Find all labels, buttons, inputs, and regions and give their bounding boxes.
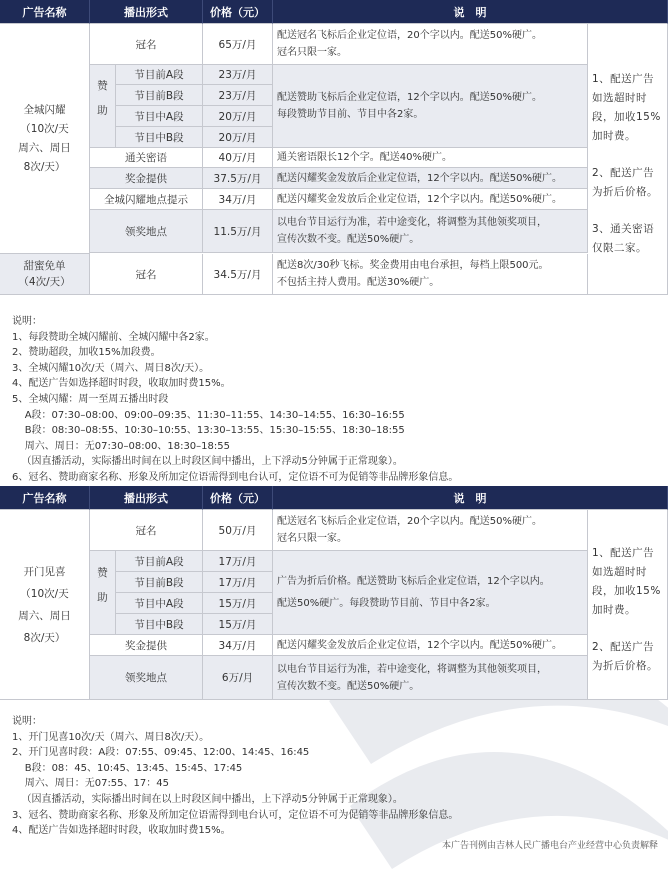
notes-section-2 (12, 714, 458, 839)
note-guanming: 配送冠名飞标后企业定位语，20个字以内。配送50%硬广。 冠名只限一家。 (273, 24, 588, 65)
price-guanming: 50万/月 (203, 510, 273, 551)
sponsor-item-form: 节目中A段 (116, 106, 203, 127)
note-line: B段：08:30–08:55、10:30–10:55、13:30–13:55、15:30–15:55、18:30–18:55 (12, 425, 405, 437)
header-ad-name: 广告名称 (0, 486, 90, 510)
note-line: 4、配送广告如选择超时时段，收取加时费15%。 (12, 825, 231, 837)
sponsor-label: 赞助 (90, 551, 116, 635)
sponsor-item-price: 23万/月 (203, 85, 273, 106)
sponsor-item-form: 节目前B段 (116, 572, 203, 593)
notes-title: 说明： (12, 316, 42, 327)
sponsor-item-price: 20万/月 (203, 127, 273, 148)
price-lingjiang: 11.5万/月 (203, 210, 273, 253)
note-line: 3、全城闪耀10次/天（周六、周日8次/天）。 (12, 362, 210, 374)
note-jiangjin: 配送闪耀奖金发放后企业定位语，12个字以内。配送50%硬广。 (273, 635, 588, 656)
sponsor-item-price: 20万/月 (203, 106, 273, 127)
pricing-table-quancheng (0, 0, 668, 295)
side-notes: 1、配送广告如选超时时段，加收15%加时费。 2、配送广告为折后价格。 (588, 510, 668, 700)
program-name-tianmi: 甜蜜免单 （4次/天） (0, 254, 90, 295)
note-line: B段：08：45、10:45、13:45、15:45、17:45 (12, 762, 243, 774)
header-ad-name: 广告名称 (0, 0, 90, 24)
note-tongguan: 通关密语限长12个字。配送40%硬广。 (273, 148, 588, 168)
price-guanming: 65万/月 (203, 24, 273, 65)
sponsor-item-form: 节目前B段 (116, 85, 203, 106)
note-line: 2、赞助超段，加收15%加段费。 (12, 347, 161, 359)
note-guanming: 配送冠名飞标后企业定位语，20个字以内。配送50%硬广。 冠名只限一家。 (273, 510, 588, 551)
price-lingjiang: 6万/月 (203, 656, 273, 700)
note-line: 周六、周日：无07:55、17：45 (12, 778, 169, 790)
header-form: 播出形式 (90, 486, 203, 510)
note-line: 5、全城闪耀：周一至周五播出时段 (12, 393, 169, 405)
sponsor-item-form: 节目中A段 (116, 593, 203, 614)
note-lingjiang: 以电台节目运行为准，若中途变化，将调整为其他领奖项目， 宣传次数不变。配送50%硬广。 (273, 210, 588, 253)
price-jiangjin: 37.5万/月 (203, 168, 273, 189)
form-lingjiang: 领奖地点 (90, 210, 203, 253)
header-form: 播出形式 (90, 0, 203, 24)
note-sponsor: 配送赞助飞标后企业定位语，12个字以内。配送50%硬广。 每段赞助节目前、节目中各2家。 (273, 65, 588, 148)
program-name-quancheng: 全城闪耀 （10次/天 周六、周日 8次/天） (0, 24, 90, 254)
note-lingjiang: 以电台节目运行为准，若中途变化，将调整为其他领奖项目， 宣传次数不变。配送50%硬广。 (273, 656, 588, 700)
notes-section-1 (12, 314, 458, 486)
price-jiangjin: 34万/月 (203, 635, 273, 656)
note-line: （因直播活动，实际播出时间在以上时段区间中播出，上下浮动5分钟属于正常现象）。 (12, 793, 403, 805)
sponsor-item-form: 节目中B段 (116, 127, 203, 148)
note-tianmi: 配送8次/30秒飞标。奖金费用由电台承担，每档上限500元。 不包括主持人费用。配送30%硬广。 (273, 254, 588, 295)
footer-disclaimer: 本广告刊例由吉林人民广播电台产业经营中心负责解释 (441, 841, 658, 851)
sponsor-item-form: 节目前A段 (116, 65, 203, 85)
note-line: 4、配送广告如选择超时时段，收取加时费15%。 (12, 378, 231, 390)
sponsor-item-price: 15万/月 (203, 593, 273, 614)
sponsor-item-price: 17万/月 (203, 551, 273, 572)
note-line: 1、每段赞助全城闪耀前、全城闪耀中各2家。 (12, 331, 215, 343)
form-guanming: 冠名 (90, 510, 203, 551)
header-description: 说 明 (273, 0, 668, 24)
form-guanming: 冠名 (90, 24, 203, 65)
form-tongguan: 通关密语 (90, 148, 203, 168)
note-didian-tishi: 配送闪耀奖金发放后企业定位语，12个字以内。配送50%硬广。 (273, 189, 588, 210)
note-sponsor: 广告为折后价格。配送赞助飞标后企业定位语，12个字以内。 配送50%硬广。每段赞助节目前、节目中各2家。 (273, 551, 588, 635)
notes-title: 说明： (12, 716, 42, 727)
note-line: 2、开门见喜时段：A段：07:55、09:45、12:00、14:45、16:45 (12, 747, 310, 759)
form-lingjiang: 领奖地点 (90, 656, 203, 700)
note-jiangjin: 配送闪耀奖金发放后企业定位语，12个字以内。配送50%硬广。 (273, 168, 588, 189)
pricing-table-kaimen (0, 486, 668, 700)
note-line: 周六、周日：无07:30–08:00、18:30–18:55 (12, 440, 230, 452)
note-line: 3、冠名、赞助商家名称、形象及所加定位语需得到电台认可，定位语不可为促销等非品牌形象信息。 (12, 809, 459, 821)
price-didian-tishi: 34万/月 (203, 189, 273, 210)
header-price: 价格（元） (203, 486, 273, 510)
note-line: A段：07:30–08:00、09:00–09:35、11:30–11:55、14:30–14:55、16:30–16:55 (12, 409, 405, 421)
price-tianmi: 34.5万/月 (203, 254, 273, 295)
sponsor-item-price: 15万/月 (203, 614, 273, 635)
form-tianmi: 冠名 (90, 254, 203, 295)
form-jiangjin: 奖金提供 (90, 635, 203, 656)
header-price: 价格（元） (203, 0, 273, 24)
header-description: 说 明 (273, 486, 668, 510)
sponsor-item-price: 23万/月 (203, 65, 273, 85)
sponsor-item-form: 节目中B段 (116, 614, 203, 635)
side-notes: 1、配送广告如选超时时段，加收15%加时费。 2、配送广告为折后价格。 3、通关密语仅限二家。 (588, 24, 668, 295)
form-didian-tishi: 全城闪耀地点提示 (90, 189, 203, 210)
price-tongguan: 40万/月 (203, 148, 273, 168)
note-line: 1、开门见喜10次/天（周六、周日8次/天）。 (12, 731, 210, 743)
note-line: （因直播活动，实际播出时间在以上时段区间中播出，上下浮动5分钟属于正常现象）。 (12, 456, 403, 468)
sponsor-label: 赞助 (90, 65, 116, 148)
sponsor-item-form: 节目前A段 (116, 551, 203, 572)
form-jiangjin: 奖金提供 (90, 168, 203, 189)
program-name-kaimen: 开门见喜 （10次/天 周六、周日 8次/天） (0, 510, 90, 700)
note-line: 6、冠名、赞助商家名称、形象及所加定位语需得到电台认可，定位语不可为促销等非品牌形象信息。 (12, 471, 459, 483)
sponsor-item-price: 17万/月 (203, 572, 273, 593)
